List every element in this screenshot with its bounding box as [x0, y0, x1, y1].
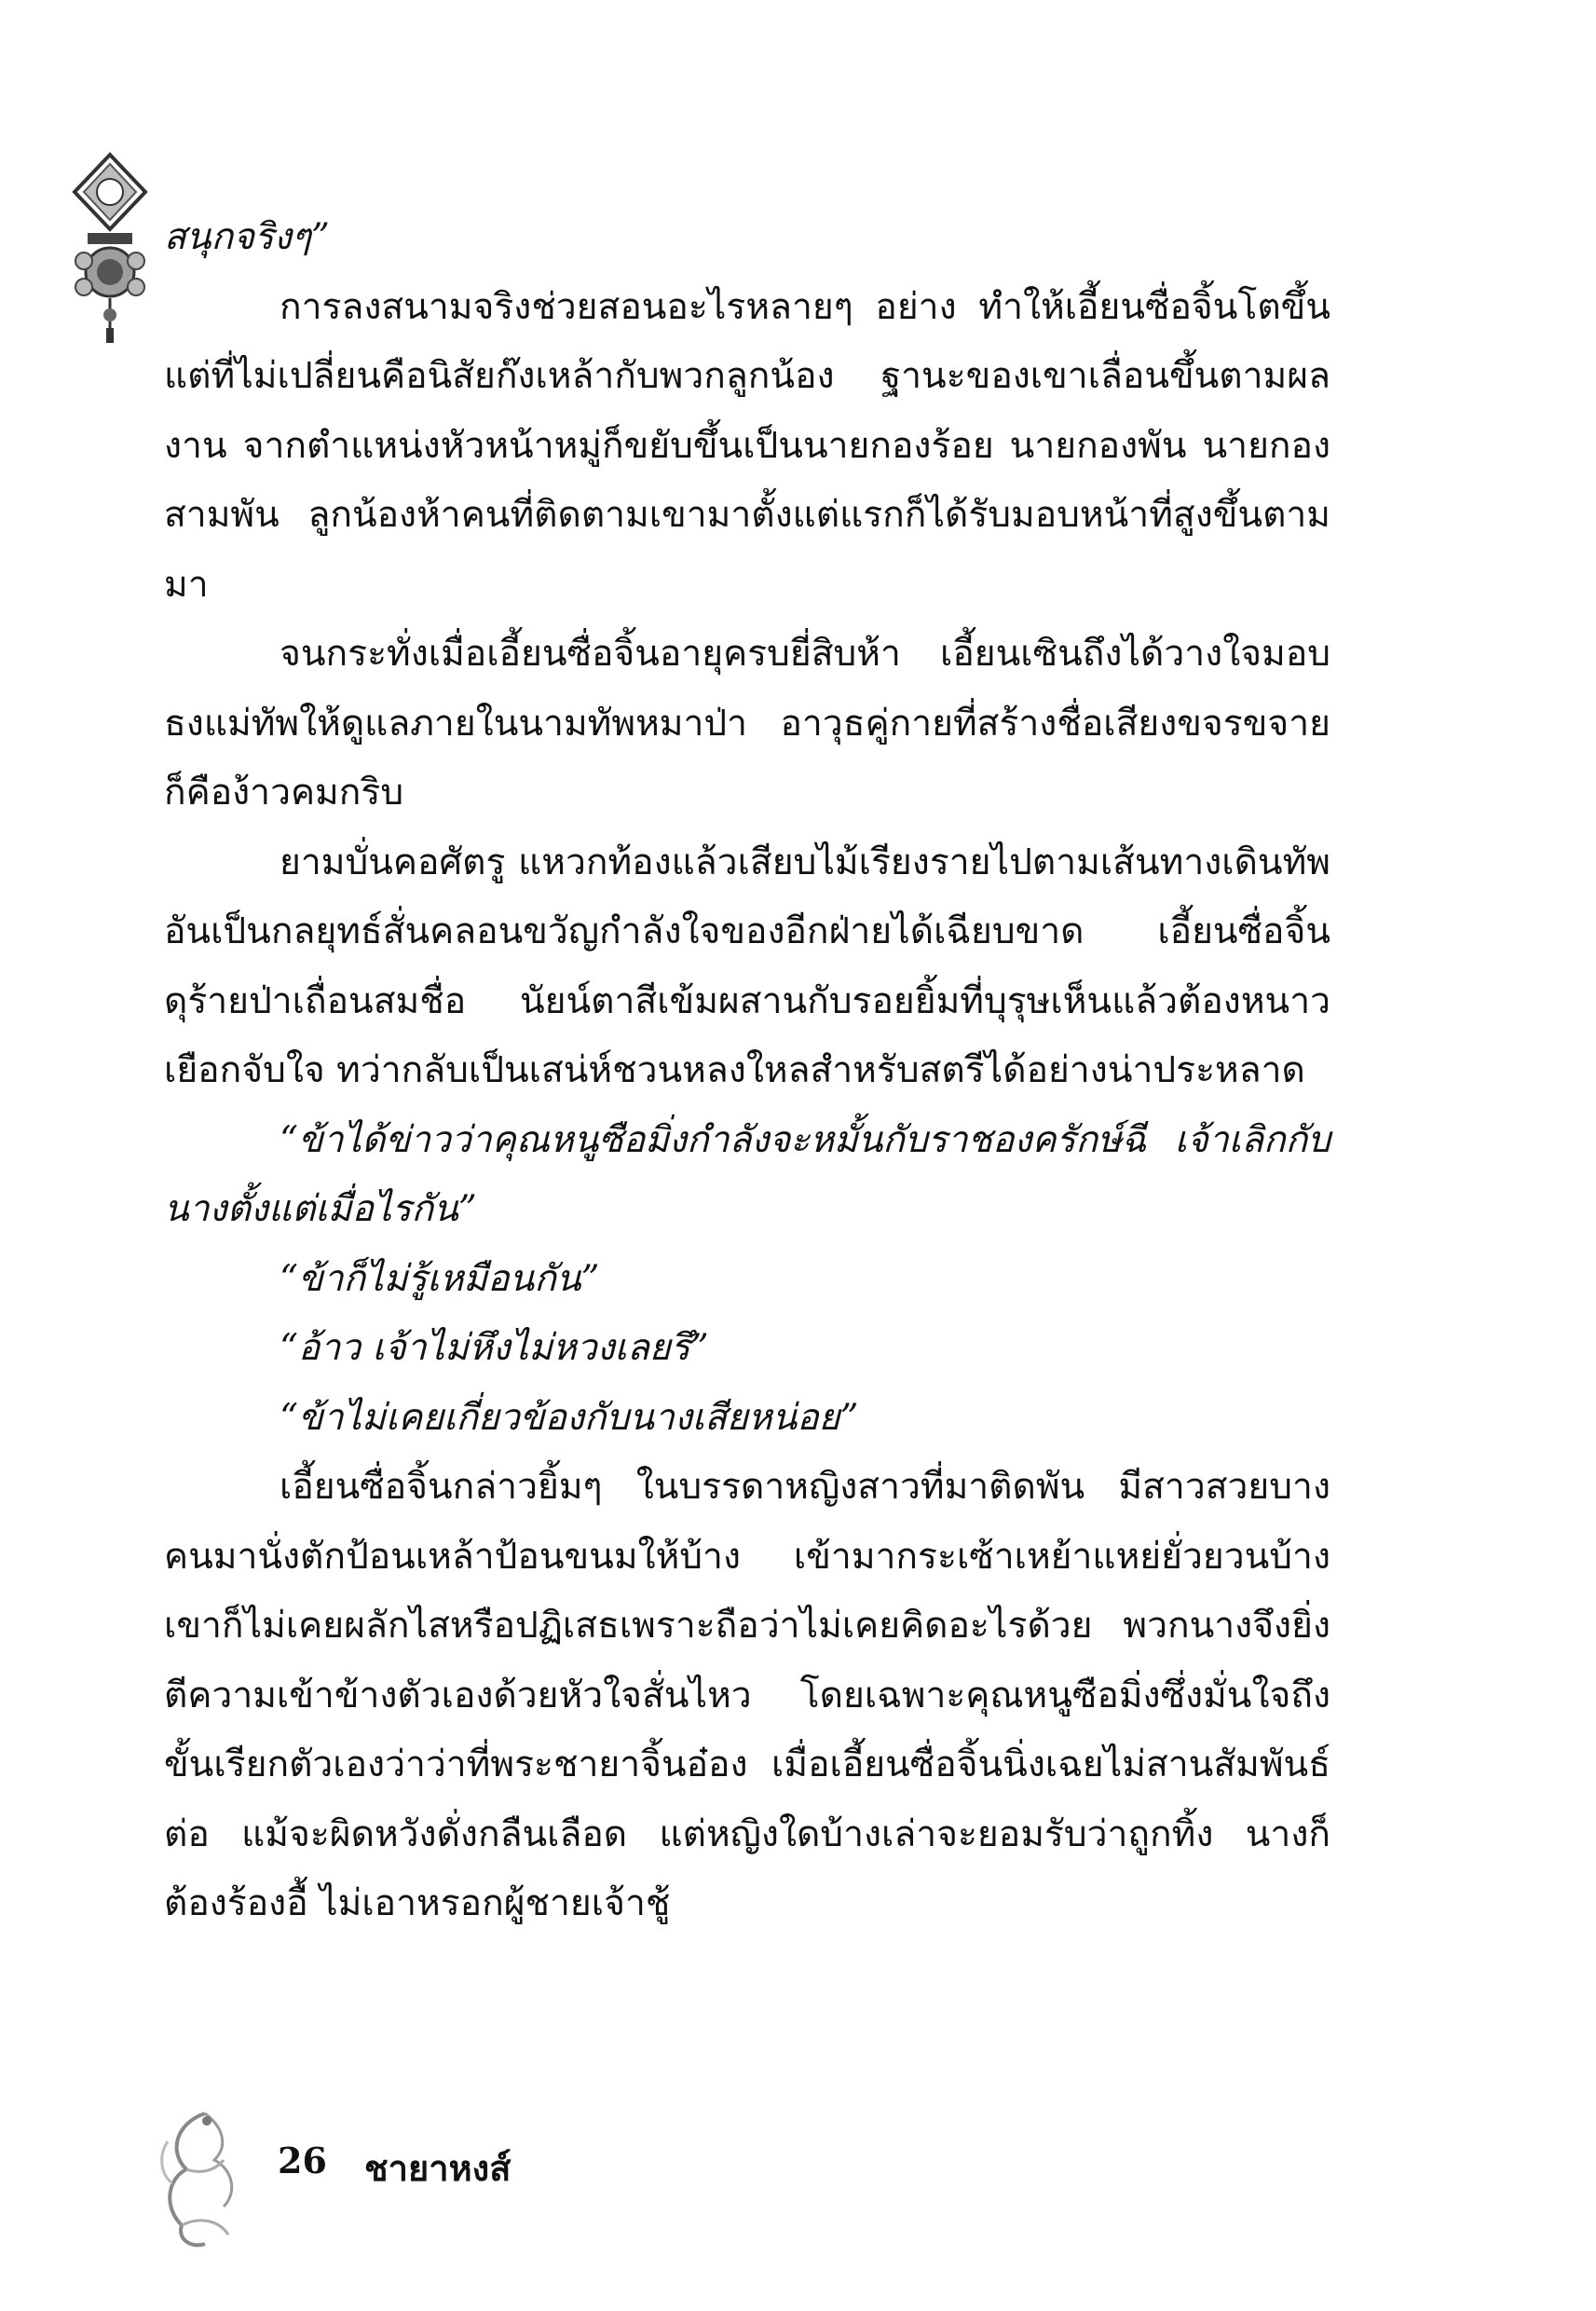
page-body-text	[164, 203, 1330, 1939]
publisher-logo-ornament-icon	[63, 151, 157, 347]
dialogue-paragraph: “ข้าไม่เคยเกี่ยวข้องกับนางเสียหน่อย”	[280, 1396, 859, 1439]
page-footer	[278, 2140, 511, 2196]
phoenix-ornament-icon	[149, 2104, 253, 2253]
paragraph: ยามบั่นคอศัตรู แหวกท้องแล้วเสียบไม้เรียงรายไปตามเส้นทางเดินทัพ อันเป็นกลยุทธ์สั่นคลอนขวัญกำลังใจของอีกฝ่ายได้เฉียบขาด เอี้ยนซื่อจิ้นดุร้ายป่าเถื่อนสมชื่อ นัยน์ตาสีเข้มผสานกับรอยยิ้มที่บุรุษเห็นแล้วต้องหนาวเยือกจับใจ ทว่ากลับเป็นเสน่ห์ชวนหลงใหลสำหรับสตรีได้อย่างน่าประหลาด	[164, 841, 1330, 1091]
paragraph: การลงสนามจริงช่วยสอนอะไรหลายๆ อย่าง ทำให้เอี้ยนซื่อจิ้นโตขึ้น แต่ที่ไม่เปลี่ยนคือนิสัยก๊งเหล้ากับพวกลูกน้อง ฐานะของเขาเลื่อนขึ้นตามผลงาน จากตำแหน่งหัวหน้าหมู่ก็ขยับขึ้นเป็นนายกองร้อย นายกองพัน นายกองสามพัน ลูกน้องห้าคนที่ติดตามเขามาตั้งแต่แรกก็ได้รับมอบหน้าที่สูงขึ้นตามมา	[164, 285, 1330, 606]
page-number: 26	[278, 2140, 327, 2181]
dialogue-paragraph: “อ้าว เจ้าไม่หึงไม่หวงเลยรึ”	[280, 1327, 709, 1369]
dialogue-paragraph: “ข้าได้ข่าวว่าคุณหนูซือมิ่งกำลังจะหมั้นกับราชองครักษ์ฉี เจ้าเลิกกับนางตั้งแต่เมื่อไรกัน”	[164, 1118, 1330, 1230]
book-title: ชายาหงส์	[363, 2147, 512, 2189]
paragraph: จนกระทั่งเมื่อเอี้ยนซื่อจิ้นอายุครบยี่สิบห้า เอี้ยนเซินถึงได้วางใจมอบธงแม่ทัพให้ดูแลภายในนามทัพหมาป่า อาวุธคู่กายที่สร้างชื่อเสียงขจรขจายก็คือง้าวคมกริบ	[164, 633, 1330, 814]
dialogue-paragraph: “ข้าก็ไม่รู้เหมือนกัน”	[280, 1257, 600, 1300]
paragraph: เอี้ยนซื่อจิ้นกล่าวยิ้มๆ ในบรรดาหญิงสาวที่มาติดพัน มีสาวสวยบางคนมานั่งตักป้อนเหล้าป้อนขนมให้บ้าง เข้ามากระเซ้าเหย้าแหย่ยั่วยวนบ้าง เขาก็ไม่เคยผลักไสหรือปฏิเสธเพราะถือว่าไม่เคยคิดอะไรด้วย พวกนางจึงยิ่งตีความเข้าข้างตัวเองด้วยหัวใจสั่นไหว โดยเฉพาะคุณหนูซือมิ่งซึ่งมั่นใจถึงขั้นเรียกตัวเองว่าว่าที่พระชายาจิ้นอ๋อง เมื่อเอี้ยนซื่อจิ้นนิ่งเฉยไม่สานสัมพันธ์ต่อ แม้จะผิดหวังดั่งกลืนเลือด แต่หญิงใดบ้างเล่าจะยอมรับว่าถูกทิ้ง นางก็ต้องร้องอื้ ไม่เอาหรอกผู้ชายเจ้าชู้	[164, 1466, 1330, 1924]
paragraph: สนุกจริงๆ”	[164, 216, 330, 258]
